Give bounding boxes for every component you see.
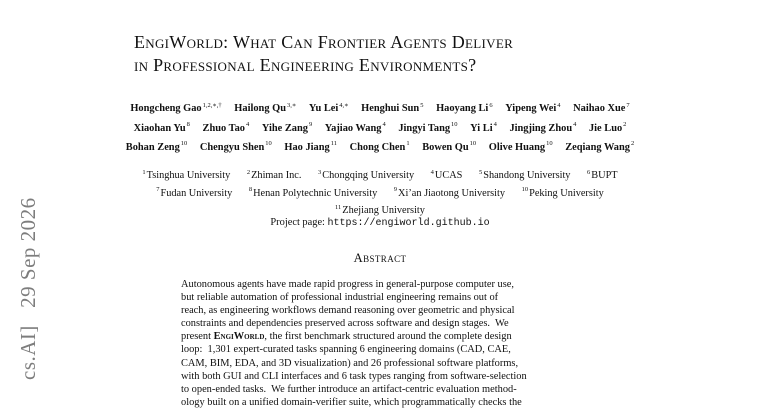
affiliation <box>335 205 425 216</box>
author-affiliation-marker: 10 <box>265 140 272 148</box>
author <box>361 103 423 114</box>
affiliation-number: 2 <box>246 169 251 176</box>
author-name: Naihao Xue <box>573 103 626 115</box>
affiliation-name: Henan Polytechnic University <box>253 187 378 199</box>
author-name: Jingyi Tang <box>398 122 451 134</box>
author-name: Hailong Qu <box>234 103 286 115</box>
abstract-line: ology built on a unified domain-verifier suite, which programmatically checks the <box>181 396 522 408</box>
project-page-link[interactable]: https://engiworld.github.io <box>327 218 490 229</box>
author-affiliation-marker: 10 <box>180 140 188 148</box>
author-name: Henghui Sun <box>361 103 420 115</box>
affiliation-name: Peking University <box>529 187 604 199</box>
author <box>126 142 188 153</box>
author <box>422 142 476 153</box>
author <box>436 103 493 114</box>
author <box>234 103 296 114</box>
abstract-line-post: , the first benchmark structured around the complete design <box>264 331 512 343</box>
author-name: Yu Lei <box>308 103 339 115</box>
author-affiliation-marker: 6 <box>489 102 493 109</box>
author <box>489 142 553 153</box>
affiliation-number: 4 <box>430 169 434 176</box>
affiliation <box>479 170 570 181</box>
author-name: Haoyang Li <box>436 103 489 115</box>
affiliation <box>142 170 230 181</box>
author-name: Chengyu Shen <box>199 141 265 153</box>
author <box>565 142 634 153</box>
author-name: Yihe Zang <box>261 122 308 134</box>
author-affiliation-marker: 4,∗ <box>339 102 349 109</box>
abstract-line: but reliable automation of professional industrial engineering remains out of <box>181 292 499 304</box>
author-name: Bowen Qu <box>422 141 469 153</box>
author <box>509 123 576 134</box>
author-affiliation-marker: 11 <box>330 140 337 148</box>
project-page-line <box>120 217 640 229</box>
abstract-line: CAM, BIM, EDA, and 3D visualization) and 26 professional software platforms, <box>181 357 519 369</box>
author <box>470 123 497 134</box>
abstract-body <box>181 278 579 409</box>
author <box>200 142 272 153</box>
author <box>130 103 221 114</box>
author-affiliation-marker: 1,2,∗,† <box>202 102 222 109</box>
author-name: Olive Huang <box>488 141 546 153</box>
abstract-heading: Abstract <box>353 251 407 265</box>
affiliation <box>587 170 618 181</box>
abstract-line: constraints and dependencies preserved across software and design stages. We <box>181 318 509 330</box>
affiliation-name: Chongqing University <box>322 170 415 182</box>
affiliation-number: 6 <box>587 169 591 176</box>
affiliation-name: Shandong University <box>483 170 571 182</box>
author <box>589 123 626 134</box>
author-name: Yajiao Wang <box>324 122 382 134</box>
author-name: Jingjing Zhou <box>509 122 573 134</box>
author-name: Hao Jiang <box>284 141 330 153</box>
author <box>573 103 630 114</box>
affiliation-number: 5 <box>478 169 483 176</box>
affiliation <box>394 188 505 199</box>
author-affiliation-marker: 4 <box>573 121 577 129</box>
author-affiliation-marker: 9 <box>308 121 313 129</box>
affiliation-number: 7 <box>156 186 160 194</box>
author-affiliation-marker: 2 <box>630 140 635 148</box>
author-affiliation-marker: 4 <box>245 121 250 129</box>
author <box>325 123 386 134</box>
arxiv-identifier-stamp: cs.AI] 29 Sep 2026 <box>16 197 40 380</box>
author-affiliation-marker: 2 <box>623 121 627 129</box>
author-name: Zhuo Tao <box>202 122 245 134</box>
abstract-line: with both GUI and CLI interfaces and 6 task types ranging from software-selection <box>181 370 527 382</box>
author <box>203 123 250 134</box>
affiliation <box>522 188 604 199</box>
affiliation-number: 8 <box>248 186 253 194</box>
affiliation-number: 10 <box>521 186 529 194</box>
author-affiliation-marker: 8 <box>186 121 190 129</box>
abstract-line: Autonomous agents have made rapid progress in general-purpose computer use, <box>181 279 514 290</box>
author-affiliation-marker: 4 <box>493 121 497 129</box>
affiliation <box>249 188 377 199</box>
author-name: Xiaohan Yu <box>133 122 186 134</box>
author-affiliation-marker: 10 <box>546 140 553 148</box>
project-page-label: Project page: <box>270 217 328 228</box>
affiliation-number: 11 <box>335 203 342 211</box>
title-line-1: EngiWorld: What Can Frontier Agents Deliver <box>134 32 514 52</box>
affiliation <box>247 170 302 181</box>
affiliation <box>156 188 232 199</box>
author-name: Yipeng Wei <box>505 103 557 115</box>
title-line-2: in Professional Engineering Environments? <box>134 55 477 75</box>
affiliation-name: BUPT <box>591 170 618 182</box>
affiliation <box>431 170 463 181</box>
author-name: Zeqiang Wang <box>565 141 630 153</box>
affiliation-name: Fudan University <box>160 187 233 199</box>
abstract-line: to open-ended tasks. We further introduce an artifact-centric evaluation method- <box>181 383 517 395</box>
affiliation-name: Zhiman Inc. <box>251 170 302 182</box>
author-name: Hongcheng Gao <box>130 103 202 115</box>
author-list <box>120 98 640 155</box>
affiliation-name: Tsinghua University <box>146 170 231 182</box>
affiliation-list <box>120 166 640 218</box>
author-affiliation-marker: 4 <box>557 102 561 109</box>
author-affiliation-marker: 10 <box>469 140 477 148</box>
paper-title <box>134 31 694 77</box>
affiliation-name: UCAS <box>434 170 463 182</box>
affiliation-name: Xi’an Jiaotong University <box>398 187 506 199</box>
author-affiliation-marker: 5 <box>420 102 424 109</box>
author-name: Chong Chen <box>349 141 406 153</box>
abstract-line <box>181 330 579 343</box>
affiliation-number: 9 <box>393 186 398 194</box>
author <box>284 142 337 153</box>
author <box>350 142 410 153</box>
author <box>398 123 457 134</box>
author-name: Bohan Zeng <box>125 141 180 153</box>
abstract-line-pre: present <box>181 331 214 343</box>
author <box>262 123 312 134</box>
abstract-line: reach, as engineering workflows demand reasoning over geometric and physical <box>181 305 515 317</box>
author-name: Yi Li <box>470 122 493 134</box>
affiliation-name: Zhejiang University <box>342 205 425 217</box>
author-affiliation-marker: 3,∗ <box>286 102 297 109</box>
author-affiliation-marker: 1 <box>406 140 410 148</box>
author-affiliation-marker: 10 <box>451 121 458 129</box>
author <box>134 123 190 134</box>
author-affiliation-marker: 7 <box>626 102 630 109</box>
benchmark-name: EngiWorld <box>213 331 265 343</box>
author <box>505 103 560 114</box>
author-affiliation-marker: 4 <box>382 121 386 129</box>
abstract-line: loop: 1,301 expert-curated tasks spanning 6 engineering domains (CAD, CAE, <box>181 344 511 356</box>
author-name: Jie Luo <box>588 122 623 134</box>
affiliation <box>318 170 414 181</box>
author <box>309 103 349 114</box>
affiliation-number: 1 <box>142 169 146 176</box>
affiliation-number: 3 <box>318 169 322 176</box>
